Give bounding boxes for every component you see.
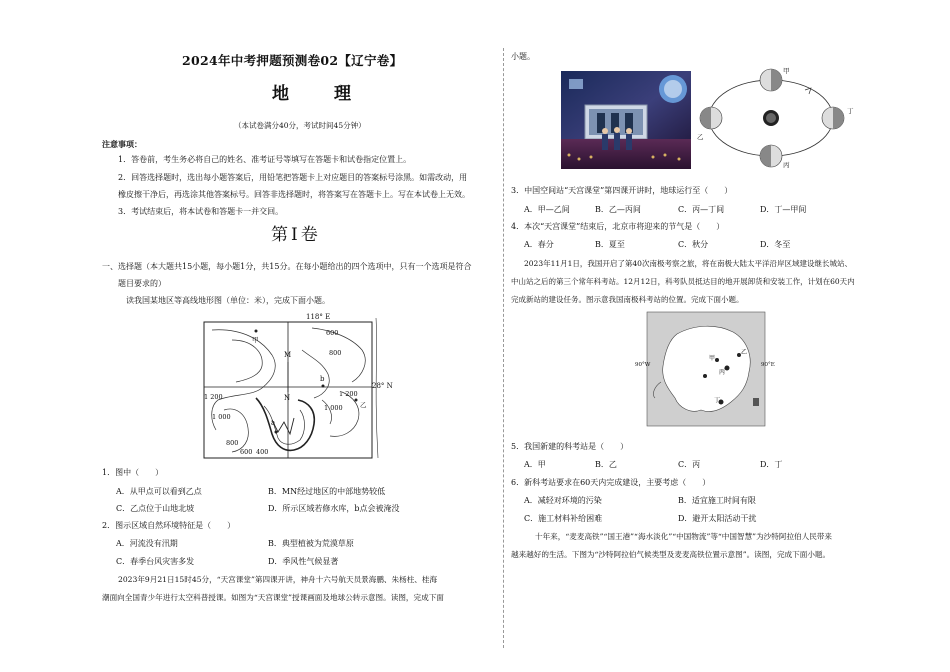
q5-option-c: C．丙 (678, 460, 701, 469)
map-lat-label: 28° N (372, 382, 393, 390)
q4-option-c: C．秋分 (678, 240, 709, 249)
q6-stem: 6．新科考站要求在60天内完成建设，主要考虑（ ） (511, 478, 711, 487)
contour-1200-right: 1 200 (339, 390, 358, 398)
note-line-4: 3．考试结束后，将本试卷和答题卡一并交回。 (118, 207, 284, 216)
antarctica-lon-left: 90°W (635, 362, 651, 368)
q1-intro: 读我国某地区等高线地形图（单位：米），完成下面小题。 (126, 296, 330, 305)
q2-option-d: D．季风性气候显著 (268, 557, 339, 566)
q5-option-b: B．乙 (595, 460, 617, 469)
q5-option-a: A．甲 (524, 460, 546, 469)
contour-800: 800 (329, 349, 342, 357)
passage-saudi-1: 十年来，“麦麦高铁”“国王港”“海水淡化”“中国物流”等“中国智慧”为沙特阿拉伯人民带来 (535, 532, 833, 541)
q5-stem: 5．我国新建的科考站是（ ） (511, 442, 629, 451)
contour-600-bottom: 600 (240, 448, 253, 456)
note-line-1: 1．答卷前，考生务必将自己的姓名、准考证号等填写在答题卡和试卷指定位置上。 (118, 155, 412, 164)
map-point-a: a (271, 419, 276, 427)
passage-antarctic-2: 中山站之后的第三个常年科考站。12月12日，科考队员抵达目的地开展卸货和安装工作，计划在60天内 (511, 277, 855, 286)
antarctica-station-ding: 丁 (714, 397, 721, 404)
passage-tiangong-2: 潮面向全国青少年进行太空科普授课。如图为“天宫课堂”授课画面及地球公转示意图。读图，完成下面 (102, 593, 444, 602)
map-lon-label: 118° E (306, 313, 331, 321)
q6-option-a: A．减轻对环境的污染 (524, 496, 602, 505)
q1-option-c: C．乙点位于山地北坡 (116, 504, 195, 513)
q4-option-d: D．冬至 (760, 240, 791, 249)
contour-1000-right: 1 000 (324, 404, 343, 412)
contour-400: 400 (256, 448, 269, 456)
map-point-M: M (284, 351, 292, 359)
map-point-yi: 乙 (360, 401, 367, 409)
contour-600: 600 (326, 329, 339, 337)
q6-option-b: B．适宜施工时间有限 (678, 496, 756, 505)
note-line-3: 橡皮擦干净后，再选涂其他答案标号。回答非选择题时，将答案写在答题卡上。写在本试卷上无效。 (118, 190, 470, 199)
section-heading-2: 题目要求的） (118, 279, 166, 288)
column-divider (503, 48, 504, 648)
passage-antarctic-3: 完成新站的建设任务。图示意我国南极科考站的位置。完成下面小题。 (511, 295, 744, 304)
volume-heading: 第Ⅰ卷 (271, 225, 321, 245)
orbit-label-jia: 甲 (783, 67, 790, 75)
passage-antarctic-1: 2023年11月1日，我国开启了第40次南极考察之旅，将在南极大陆太平洋沿岸区域建设继长城站、 (524, 259, 852, 268)
map-point-b: b (320, 375, 325, 383)
orbit-label-yi: 乙 (697, 133, 704, 141)
q6-option-c: C．施工材料补给困难 (524, 514, 603, 523)
antarctica-map (635, 310, 775, 430)
q1-option-b: B．MN经过地区的中部地势较低 (268, 487, 386, 496)
q4-option-a: A．春分 (524, 240, 554, 249)
contour-800-bottom: 800 (226, 439, 239, 447)
earth-orbit-diagram (697, 66, 857, 172)
subject-title: 地 理 (272, 84, 365, 104)
q3-option-a: A．甲—乙间 (524, 205, 570, 214)
q3-option-b: B．乙—丙间 (595, 205, 641, 214)
contour-1000-left: 1 000 (212, 413, 231, 421)
q2-stem: 2．图示区域自然环境特征是（ ） (102, 521, 236, 530)
exam-info: （本试卷满分40分，考试时间45分钟） (234, 121, 366, 130)
q2-option-b: B．典型植被为荒漠草原 (268, 539, 354, 548)
orbit-label-ding: 丁 (847, 107, 854, 115)
exam-title: 2024年中考押题预测卷02【辽宁卷】 (182, 53, 403, 68)
passage-saudi-2: 越来越好的生活。下图为“沙特阿拉伯气候类型及麦麦高铁位置示意图”。读图，完成下面小题。 (511, 550, 831, 559)
map-point-N: N (284, 394, 291, 402)
q2-option-c: C．春季台风灾害多发 (116, 557, 195, 566)
q3-option-c: C．丙—丁间 (678, 205, 725, 214)
q1-option-a: A．从甲点可以看到乙点 (116, 487, 202, 496)
q3-option-d: D．丁—甲间 (760, 205, 807, 214)
q3-stem: 3．中国空间站“天宫课堂”第四课开讲时，地球运行至（ ） (511, 186, 733, 195)
contour-1200-left: 1 200 (204, 393, 223, 401)
orbit-label-bing: 丙 (783, 161, 790, 169)
tiangong-photo (561, 71, 691, 169)
antarctica-station-bing: 丙 (719, 369, 726, 376)
antarctica-station-jia: 甲 (709, 355, 716, 362)
antarctica-station-yi: 乙 (741, 349, 748, 356)
q1-option-d: D．所示区域若修水库，b点会被淹没 (268, 504, 400, 513)
passage-tiangong-end: 小题。 (511, 52, 535, 61)
passage-tiangong-1: 2023年9月21日15时45分，“天宫课堂”第四课开讲，神舟十六号航天员景海鹏、朱杨柱、桂海 (118, 575, 438, 584)
q2-option-a: A．河流没有汛期 (116, 539, 178, 548)
antarctica-lon-right: 90°E (761, 362, 775, 368)
q1-stem: 1．图中（ ） (102, 468, 164, 477)
notes-heading: 注意事项： (102, 139, 142, 149)
q4-stem: 4．本次“天宫课堂”结束后，北京市将迎来的节气是（ ） (511, 222, 725, 231)
q4-option-b: B．夏至 (595, 240, 625, 249)
q5-option-d: D．丁 (760, 460, 783, 469)
note-line-2: 2．回答选择题时，选出每小题答案后，用铅笔把答题卡上对应题目的答案标号涂黑。如需改动，用 (118, 173, 468, 182)
map-point-jia: 甲 (252, 336, 259, 344)
contour-map (202, 310, 402, 462)
q6-option-d: D．避开太阳活动干扰 (678, 514, 757, 523)
section-heading-1: 一、选择题（本大题共15小题，每小题1分，共15分。在每小题给出的四个选项中，只有一个选项是符合 (102, 262, 472, 271)
